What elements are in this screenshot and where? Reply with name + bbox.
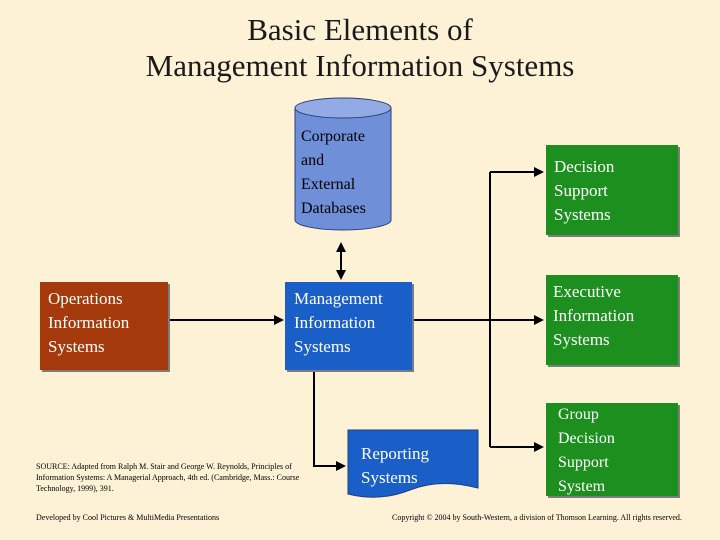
footer-copyright: Copyright © 2004 by South-Western, a division of Thomson Learning. All rights reserved.: [392, 513, 682, 522]
operations-information-systems-box: Operations Information Systems: [40, 282, 168, 370]
title-line-2: Management Information Systems: [145, 48, 575, 83]
management-information-systems-box: Management Information Systems: [285, 282, 412, 370]
executive-information-systems-box: Executive Information Systems: [546, 275, 678, 365]
source-citation: SOURCE: Adapted from Ralph M. Stair and George W. Reynolds, Principles of Information Systems: A Managerial Approach, 4th ed. (Cambridge, Mass.: Course Technology, 1999), 391.: [36, 462, 300, 493]
databases-label: Corporate and External Databases: [301, 128, 366, 217]
title-line-1: Basic Elements of: [247, 12, 473, 47]
decision-support-systems-box: Decision Support Systems: [546, 145, 678, 235]
group-decision-support-system-box: Group Decision Support System: [546, 403, 678, 496]
arrow-mis-to-reporting: [314, 370, 344, 466]
reporting-systems-label: Reporting Systems: [361, 444, 429, 487]
footer-credit: Developed by Cool Pictures & MultiMedia Presentations: [36, 513, 220, 522]
